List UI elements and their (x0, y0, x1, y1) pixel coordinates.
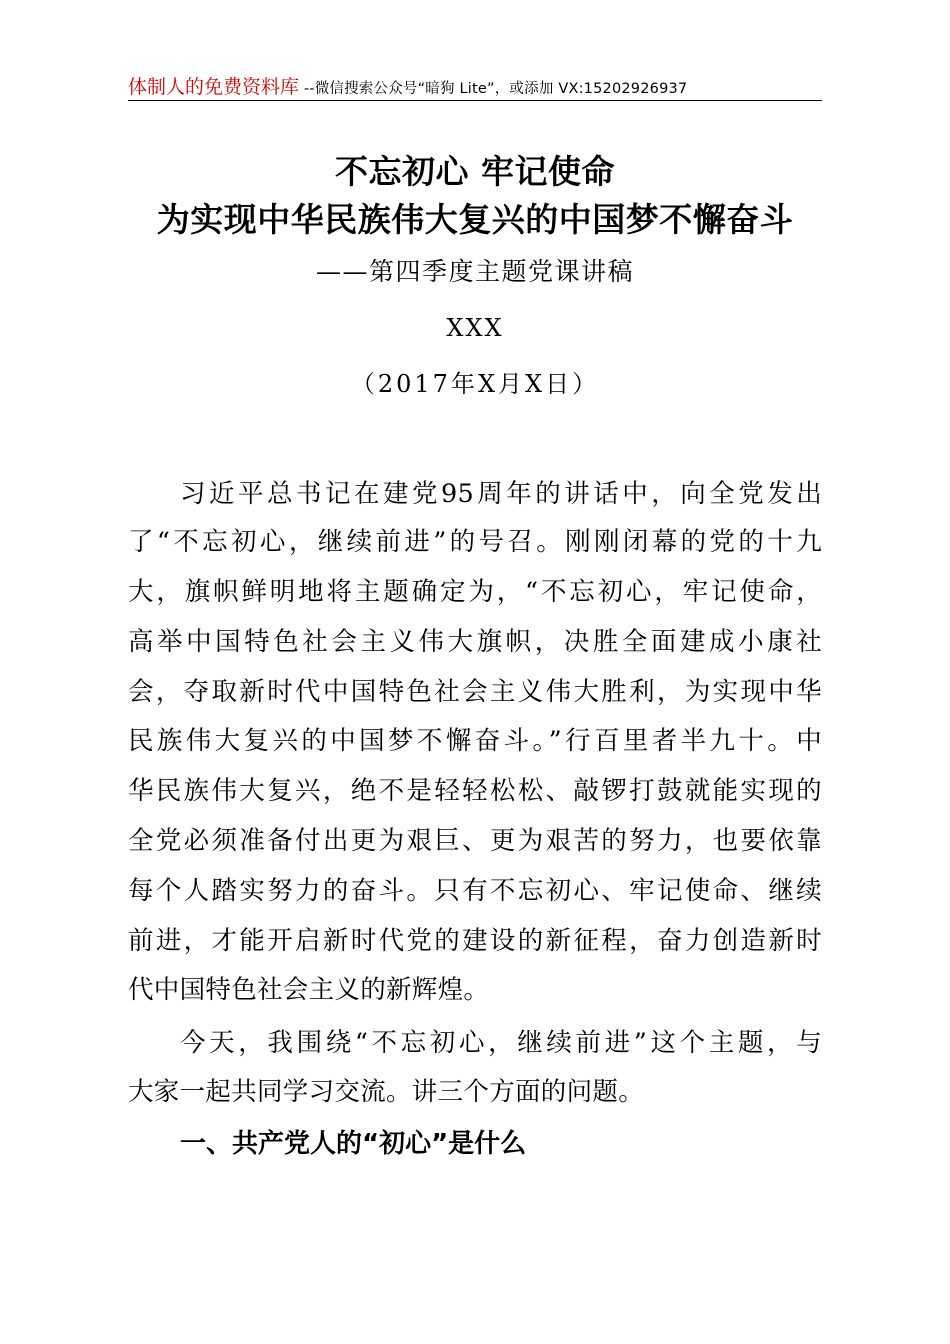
paragraph-line: 习近平总书记在建党95周年的讲话中，向全党发出 (180, 479, 822, 509)
paragraph-line: 今天，我围绕“不忘初心，继续前进”这个主题，与 (180, 1028, 822, 1058)
paragraph-line: 全党必须准备付出更为艰巨、更为艰苦的努力，也要依靠 (128, 826, 822, 856)
header-note: --微信搜索公众号“暗狗 Lite”，或添加 VX:15202926937 (299, 81, 688, 97)
document-title-line2: 为实现中华民族伟大复兴的中国梦不懈奋斗 (156, 200, 794, 239)
paragraph-line: 了“不忘初心，继续前进”的号召。刚刚闭幕的党的十九 (128, 527, 822, 557)
paragraph-line: 高举中国特色社会主义伟大旗帜，决胜全面建成小康社 (128, 627, 822, 657)
paragraph-line: 每个人踏实努力的奋斗。只有不忘初心、牢记使命、继续 (128, 876, 822, 906)
paragraph-line: 华民族伟大复兴，绝不是轻轻松松、敲锣打鼓就能实现的 (128, 776, 822, 806)
paragraph-line: 前进，才能开启新时代党的建设的新征程，奋力创造新时 (128, 926, 822, 956)
paragraph-line: 代中国特色社会主义的新辉煌。 (128, 975, 490, 1005)
paragraph-line: 大家一起共同学习交流。讲三个方面的问题。 (128, 1077, 645, 1107)
paragraph-line: 民族伟大复兴的中国梦不懈奋斗。”行百里者半九十。中 (128, 726, 822, 756)
paragraph-line: 大，旗帜鲜明地将主题确定为，“不忘初心，牢记使命， (128, 577, 822, 607)
document-author: XXX (446, 314, 504, 342)
section-heading-1: 一、共产党人的“初心”是什么 (180, 1129, 527, 1159)
document-subtitle: ——第四季度主题党课讲稿 (315, 257, 634, 286)
document-title-line1: 不忘初心 牢记使命 (335, 152, 615, 191)
document-date: （2017年X月X日） (350, 370, 600, 398)
page-header (128, 72, 822, 101)
paragraph-line: 会，夺取新时代中国特色社会主义伟大胜利，为实现中华 (128, 677, 822, 707)
header-brand: 体制人的免费资料库 (128, 76, 300, 98)
